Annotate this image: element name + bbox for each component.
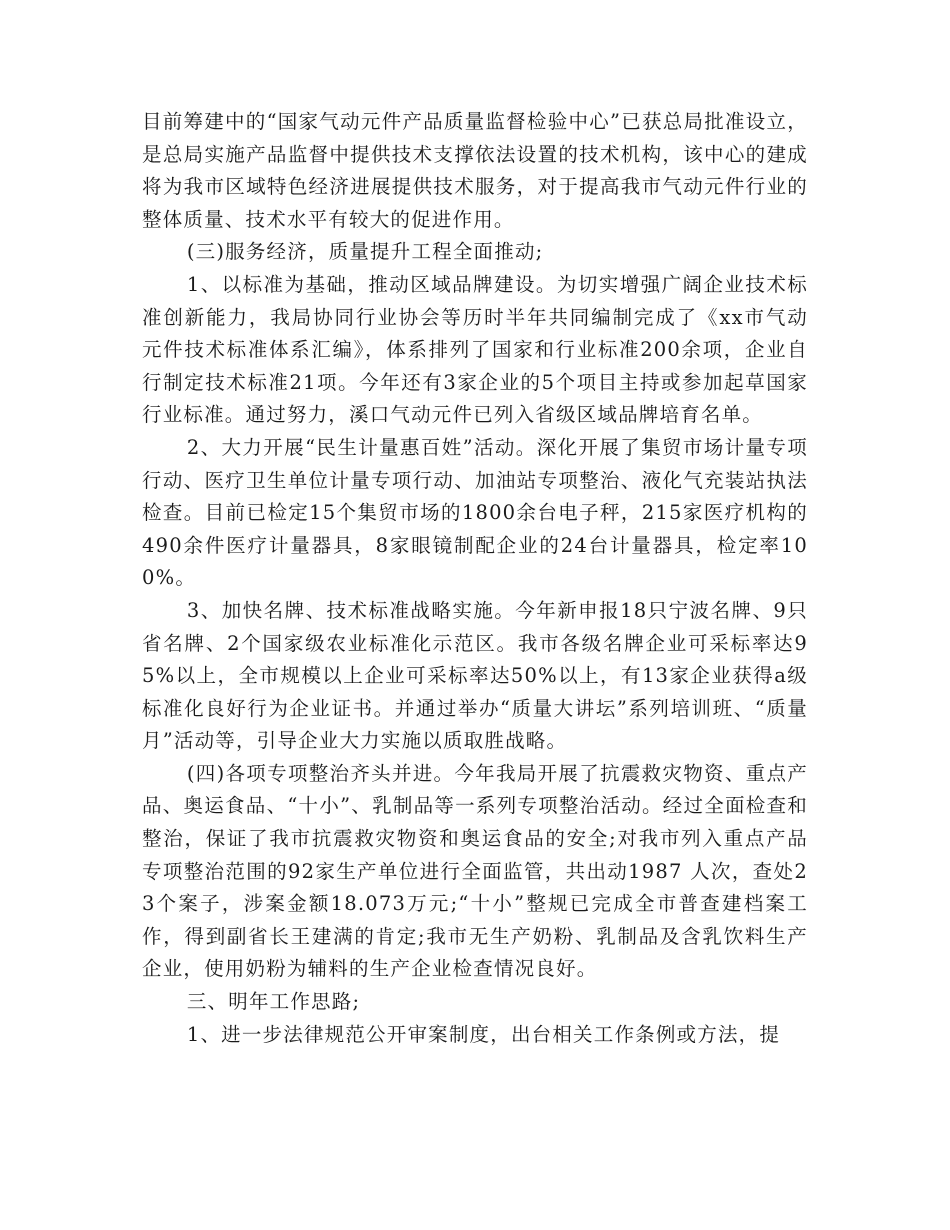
section-heading-next-year: 三、明年工作思路; xyxy=(186,990,361,1014)
paragraph-next-year-item-1: 1、进一步法律规范公开审案制度，出台相关工作条例或方法，提 xyxy=(186,1022,781,1046)
paragraph-intro: 目前筹建中的“国家气动元件产品质量监督检验中心”已获总局批准设立，是总局实施产品监督中提供技术支撑依法设置的技术机构，该中心的建成将为我市区域特色经济进展提供技术服务，对于提高我市气动元件行业的整体质量、技术水平有较大的促进作用。 xyxy=(142,110,808,231)
paragraph-standards: 1、以标准为基础，推动区域品牌建设。为切实增强广阔企业技术标准创新能力，我局协同行业协会等历时半年共同编制完成了《xx市气动元件技术标准体系汇编》，体系排列了国家和行业标准200余项，企业自行制定技术标准21项。今年还有3家企业的5个项目主持或参加起草国家行业标准。通过努力，溪口气动元件已列入省级区域品牌培育名单。 xyxy=(142,272,808,427)
paragraph-brand-strategy: 3、加快名牌、技术标准战略实施。今年新申报18只宁波名牌、9只省名牌、2个国家级农业标准化示范区。我市各级名牌企业可采标率达95%以上，全市规模以上企业可采标率达50%以上，有13家企业获得a级标准化良好行为企业证书。并通过举办“质量大讲坛”系列培训班、“质量月”活动等，引导企业大力实施以质取胜战略。 xyxy=(142,598,808,753)
document-body xyxy=(142,106,808,1051)
paragraph-metrology: 2、大力开展“民生计量惠百姓”活动。深化开展了集贸市场计量专项行动、医疗卫生单位计量专项行动、加油站专项整治、液化气充装站执法检查。目前已检定15个集贸市场的1800余台电子秤，215家医疗机构的490余件医疗计量器具，8家眼镜制配企业的24台计量器具，检定率100%。 xyxy=(142,435,808,590)
section-heading-service-economy: (三)服务经济，质量提升工程全面推动; xyxy=(186,240,544,264)
paragraph-special-rectification: (四)各项专项整治齐头并进。今年我局开展了抗震救灾物资、重点产品、奥运食品、“十小”、乳制品等一系列专项整治活动。经过全面检查和整治，保证了我市抗震救灾物资和奥运食品的安全;对我市列入重点产品专项整治范围的92家生产单位进行全面监管，共出动1987 人次，查处23个案子，涉案金额18.073万元;“十小”整规已完成全市普查建档案工作，得到副省长王建满的肯定;我市无生产奶粉、乳制品及含乳饮料生产企业，使用奶粉为辅料的生产企业检查情况良好。 xyxy=(142,761,808,981)
